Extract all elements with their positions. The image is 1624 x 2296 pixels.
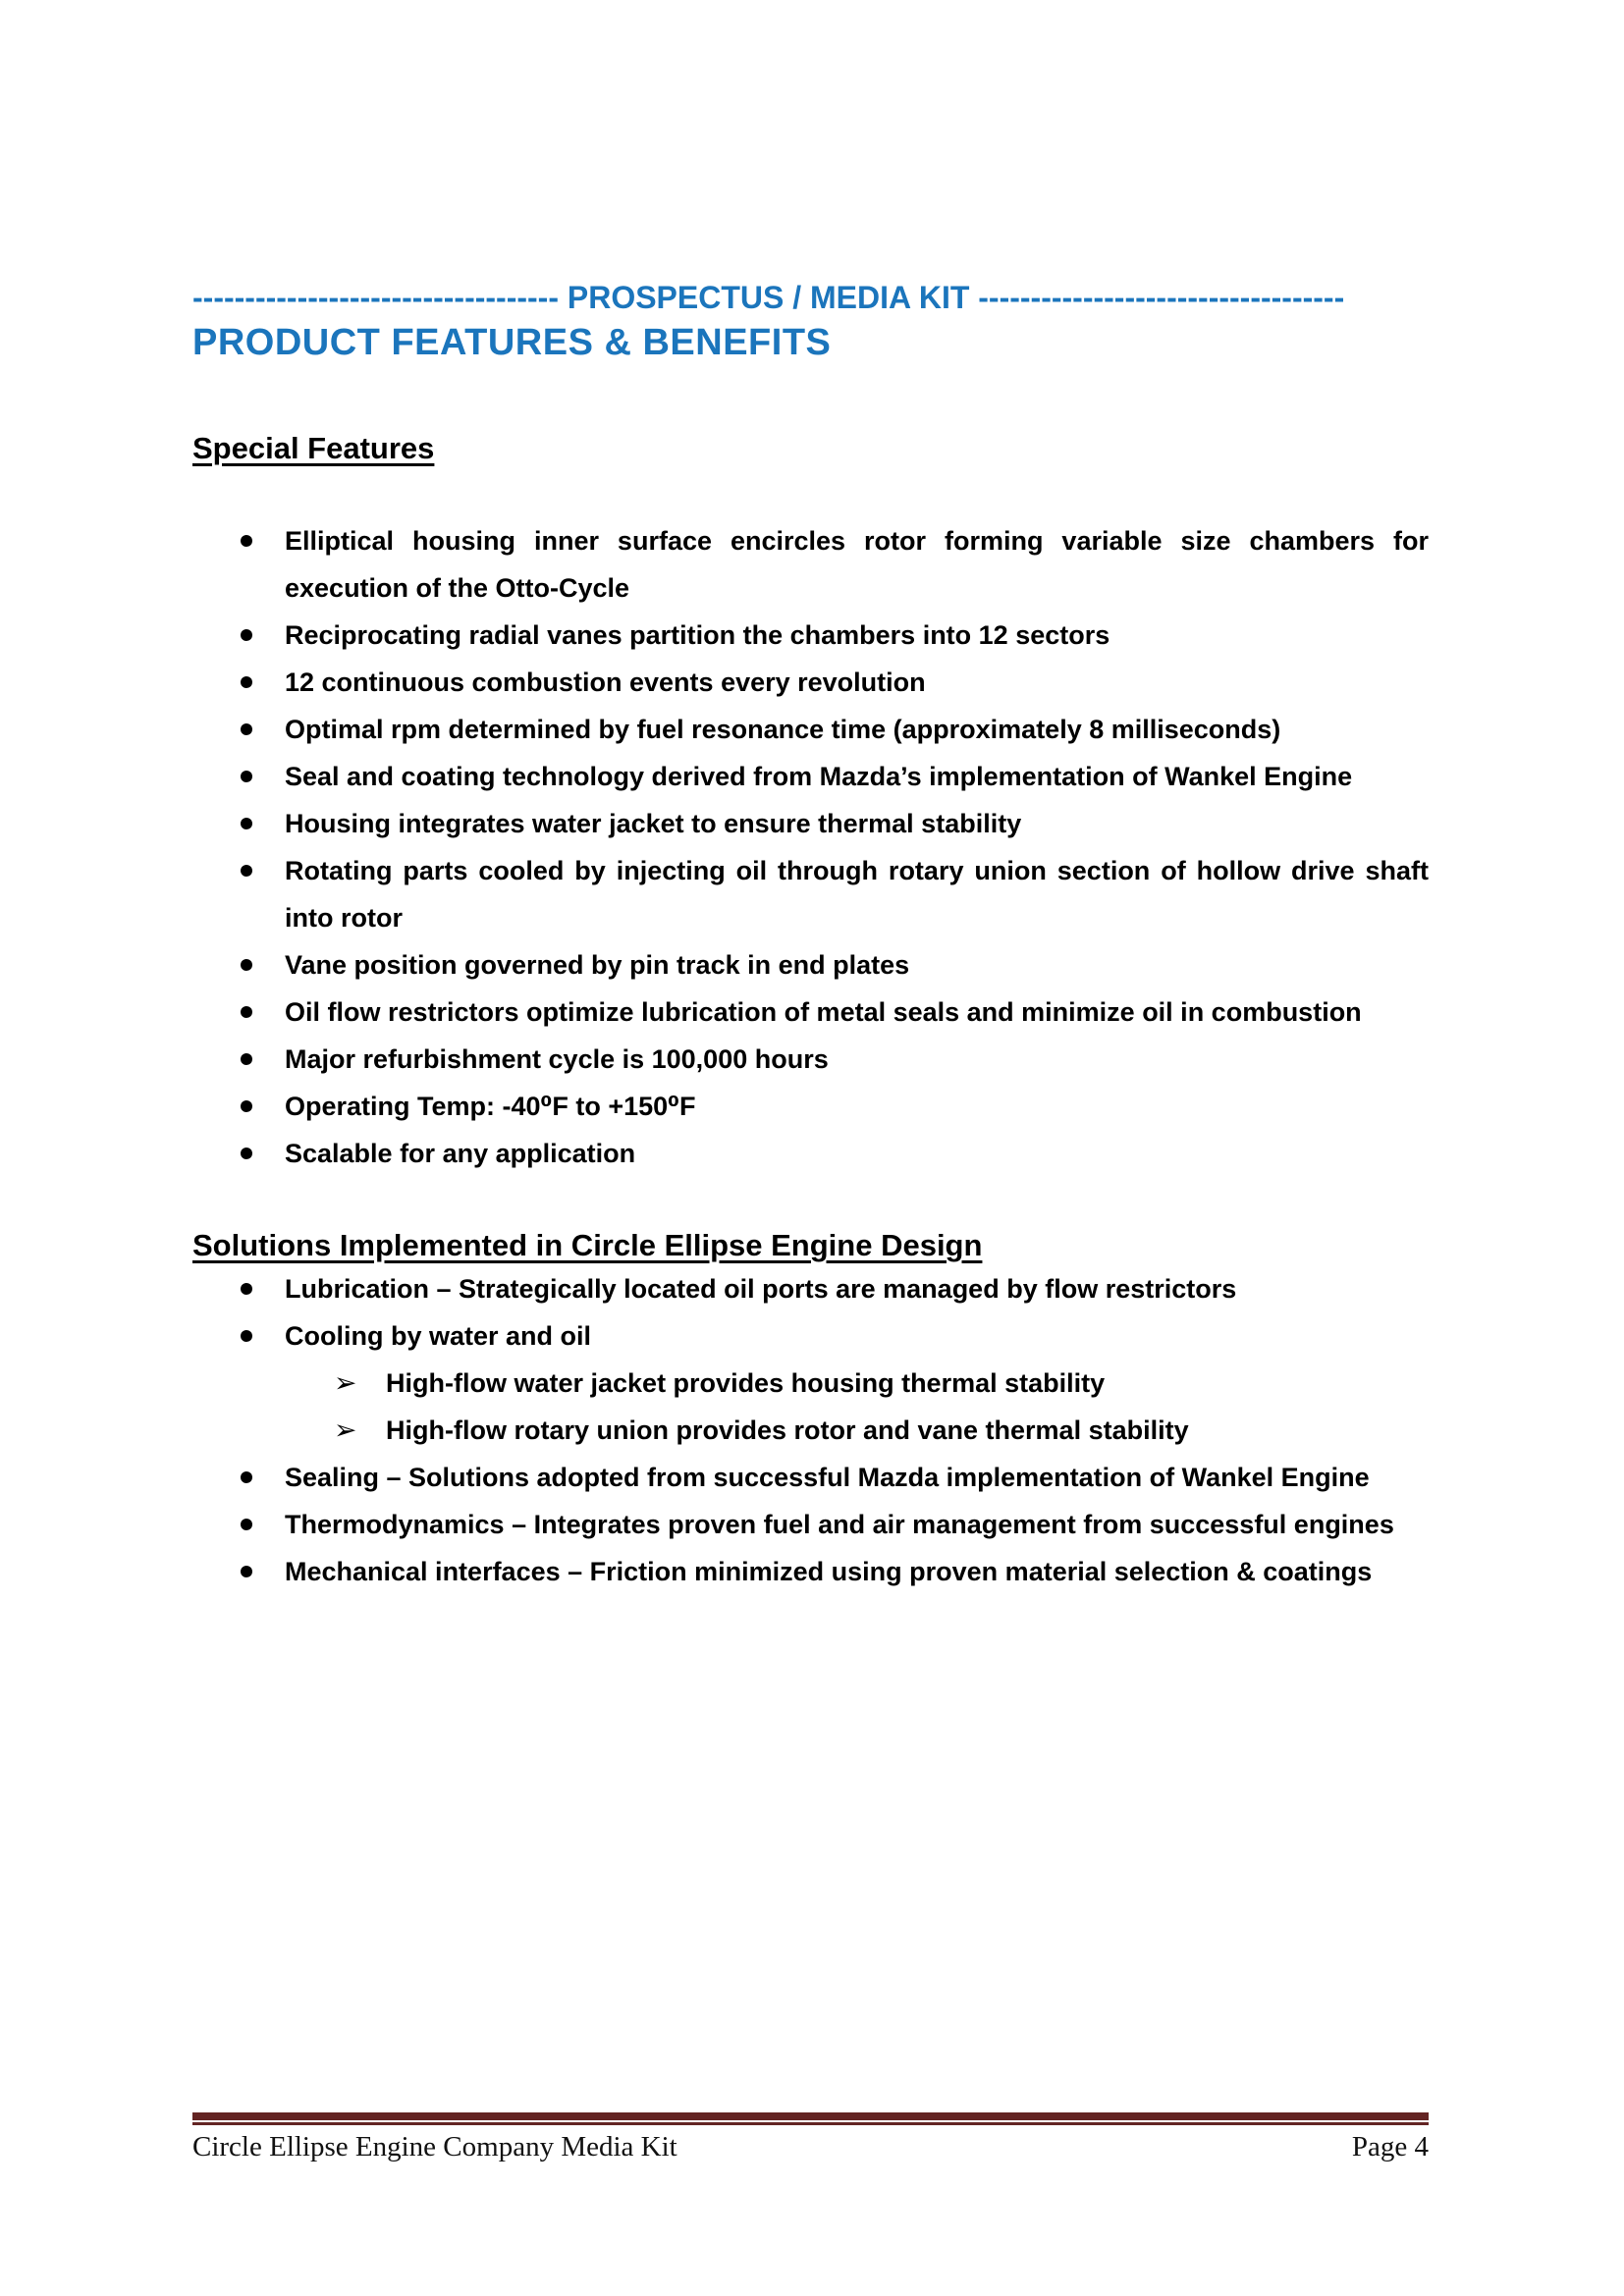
list-item [192, 800, 1429, 847]
list-item-text: Oil flow restrictors optimize lubrication of metal seals and minimize oil in combustion [285, 997, 1362, 1027]
footer-rule-thick [192, 2112, 1429, 2120]
arrow-bullet-icon: ➢ [334, 1367, 357, 1398]
bullet-dot-icon [241, 1006, 252, 1018]
footer-page-number: Page 4 [1351, 2131, 1429, 2163]
list-item-text: Mechanical interfaces – Friction minimized using proven material selection & coatings [285, 1557, 1373, 1586]
list-item-text: Housing integrates water jacket to ensure thermal stability [285, 809, 1022, 838]
list-item [192, 1454, 1429, 1501]
list-item [192, 1036, 1429, 1083]
bullet-dot-icon [241, 771, 252, 782]
list-item-text: Sealing – Solutions adopted from successful Mazda implementation of Wankel Engine [285, 1463, 1370, 1492]
bullet-dot-icon [241, 1283, 252, 1295]
list-item [192, 1265, 1429, 1312]
bullet-dot-icon [241, 1519, 252, 1530]
sub-list-item [285, 1407, 1429, 1454]
solutions-list [192, 1265, 1429, 1595]
list-item-text: Cooling by water and oil [285, 1321, 592, 1351]
bullet-dot-icon [241, 818, 252, 829]
bullet-dot-icon [241, 959, 252, 971]
bullet-dot-icon [241, 676, 252, 688]
list-item [192, 517, 1429, 612]
page-footer [192, 2112, 1429, 2164]
list-item [192, 988, 1429, 1036]
section-heading-special-features: Special Features [192, 431, 435, 465]
bullet-dot-icon [241, 865, 252, 877]
list-item-text: Vane position governed by pin track in end plates [285, 950, 910, 980]
list-item [192, 753, 1429, 800]
bullet-dot-icon [241, 629, 252, 641]
sub-list-item-text: High-flow rotary union provides rotor and vane thermal stability [386, 1415, 1189, 1445]
list-item-text: Elliptical housing inner surface encircles rotor forming variable size chambers for execution of the Otto-Cycle [285, 526, 1429, 603]
list-item-text: 12 continuous combustion events every revolution [285, 667, 926, 697]
footer-rule-thin [192, 2122, 1429, 2125]
list-item-text: Rotating parts cooled by injecting oil through rotary union section of hollow drive shaft into rotor [285, 856, 1429, 933]
list-item-text: Thermodynamics – Integrates proven fuel and air management from successful engines [285, 1510, 1394, 1539]
section-special-features [192, 429, 1429, 1177]
bullet-dot-icon [241, 535, 252, 547]
section-heading-solutions: Solutions Implemented in Circle Ellipse Engine Design [192, 1228, 983, 1262]
footer-text-row [192, 2129, 1429, 2164]
bullet-dot-icon [241, 1471, 252, 1483]
sub-list-item-text: High-flow water jacket provides housing thermal stability [386, 1368, 1106, 1398]
list-item [192, 847, 1429, 941]
sub-list [285, 1360, 1429, 1454]
page-content [192, 0, 1429, 1595]
list-item-text: Scalable for any application [285, 1139, 636, 1168]
list-item [192, 1501, 1429, 1548]
list-item-text: Reciprocating radial vanes partition the chambers into 12 sectors [285, 620, 1110, 650]
section-solutions [192, 1226, 1429, 1595]
sub-list-item [285, 1360, 1429, 1407]
special-features-list [192, 517, 1429, 1177]
list-item [192, 1083, 1429, 1130]
list-item [192, 659, 1429, 706]
bullet-dot-icon [241, 1566, 252, 1577]
list-item [192, 706, 1429, 753]
list-item-text: Major refurbishment cycle is 100,000 hours [285, 1044, 829, 1074]
list-item-text: Lubrication – Strategically located oil ports are managed by flow restrictors [285, 1274, 1237, 1304]
bullet-dot-icon [241, 1100, 252, 1112]
bullet-dot-icon [241, 1053, 252, 1065]
arrow-bullet-icon: ➢ [334, 1415, 357, 1445]
prospectus-rule-line: ----------------------------------- PROSPECTUS / MEDIA KIT ----------------------------------- [192, 280, 1345, 315]
page-title: PRODUCT FEATURES & BENEFITS [192, 322, 832, 363]
list-item [192, 1130, 1429, 1177]
list-item-text: Seal and coating technology derived from Mazda’s implementation of Wankel Engine [285, 762, 1353, 791]
list-item-text: Optimal rpm determined by fuel resonance time (approximately 8 milliseconds) [285, 715, 1281, 744]
list-item [192, 1312, 1429, 1454]
bullet-dot-icon [241, 1330, 252, 1342]
list-item [192, 941, 1429, 988]
list-item [192, 1548, 1429, 1595]
list-item [192, 612, 1429, 659]
footer-document-title: Circle Ellipse Engine Company Media Kit [192, 2131, 677, 2163]
list-item-text: Operating Temp: -40⁰F to +150⁰F [285, 1092, 696, 1121]
bullet-dot-icon [241, 723, 252, 735]
bullet-dot-icon [241, 1148, 252, 1159]
